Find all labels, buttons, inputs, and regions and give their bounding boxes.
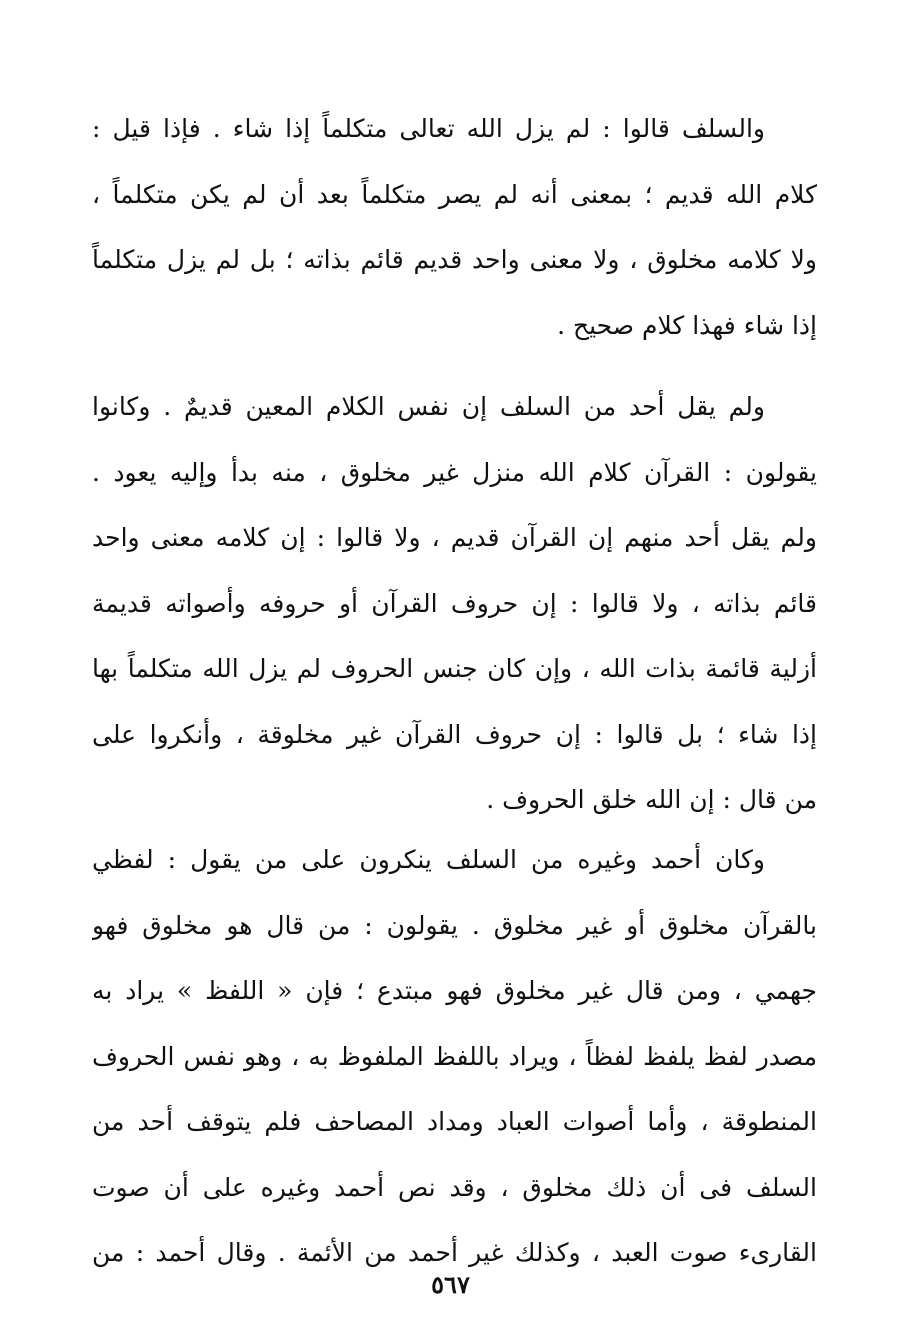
text-line: يقولون : القرآن كلام الله منزل غير مخلوق ، منه بدأ وإليه يعود . bbox=[92, 457, 817, 487]
text-line: ولا كلامه مخلوق ، ولا معنى واحد قديم قائم بذاته ؛ بل لم يزل متكلماً bbox=[92, 245, 817, 274]
text-line: كلام الله قديم ؛ بمعنى أنه لم يصر متكلماً بعد أن لم يكن متكلماً ، bbox=[92, 179, 817, 209]
text-line: والسلف قالوا : لم يزل الله تعالى متكلماً إذا شاء . فإذا قيل : bbox=[92, 114, 765, 143]
text-line: من قال : إن الله خلق الحروف . bbox=[486, 785, 817, 814]
text-line: مصدر لفظ يلفظ لفظاً ، ويراد باللفظ الملفوظ به ، وهو نفس الحروف bbox=[92, 1041, 817, 1071]
text-line: وكان أحمد وغيره من السلف ينكرون على من يقول : لفظي bbox=[92, 845, 765, 874]
text-line: ولم يقل أحد من السلف إن نفس الكلام المعين قديمٌ . وكانوا bbox=[92, 392, 765, 421]
paragraph-3 bbox=[92, 827, 817, 1286]
text-line: القارىء صوت العبد ، وكذلك غير أحمد من الأئمة . وقال أحمد : من bbox=[92, 1238, 817, 1267]
text-line: المنطوقة ، وأما أصوات العباد ومداد المصاحف فلم يتوقف أحد من bbox=[92, 1107, 817, 1136]
text-line: جهمي ، ومن قال غير مخلوق فهو مبتدع ؛ فإن « اللفظ » يراد به bbox=[92, 976, 817, 1005]
page-number: ٥٦٧ bbox=[431, 1270, 470, 1299]
paragraph-2 bbox=[92, 374, 817, 833]
paragraph-1 bbox=[92, 96, 817, 358]
text-line: إذا شاء فهذا كلام صحيح . bbox=[557, 310, 817, 340]
text-line: ولم يقل أحد منهم إن القرآن قديم ، ولا قالوا : إن كلامه معنى واحد bbox=[92, 523, 817, 552]
text-line: أزلية قائمة بذات الله ، وإن كان جنس الحروف لم يزل الله متكلماً بها bbox=[92, 654, 817, 683]
text-line: بالقرآن مخلوق أو غير مخلوق . يقولون : من قال هو مخلوق فهو bbox=[92, 910, 817, 940]
text-line: إذا شاء ؛ بل قالوا : إن حروف القرآن غير مخلوقة ، وأنكروا على bbox=[92, 719, 817, 749]
text-line: قائم بذاته ، ولا قالوا : إن حروف القرآن أو حروفه وأصواته قديمة bbox=[92, 588, 817, 618]
text-line: السلف فى أن ذلك مخلوق ، وقد نص أحمد وغيره على أن صوت bbox=[92, 1172, 817, 1202]
